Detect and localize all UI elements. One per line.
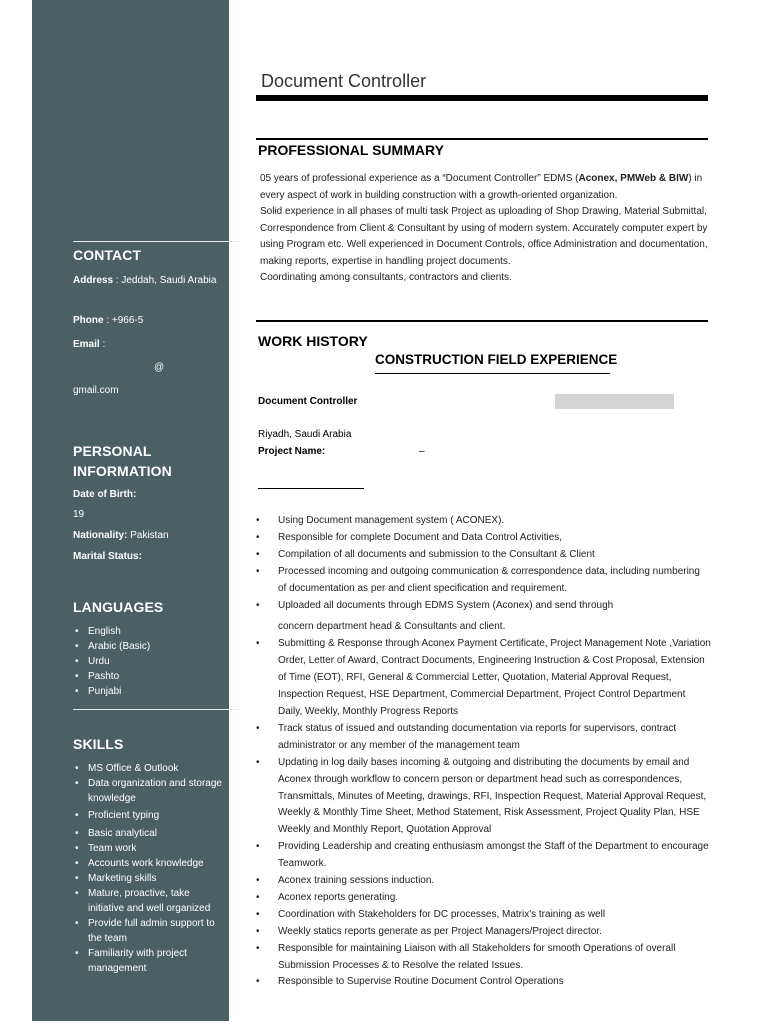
duty-item: • Aconex training sessions induction.	[256, 873, 711, 890]
language-item: • Urdu	[73, 654, 233, 669]
skill-item: • Familiarity with project management	[73, 946, 223, 976]
summary-body	[260, 171, 710, 287]
skill-item: • Team work	[73, 841, 223, 856]
duty-item: • Responsible for maintaining Liaison with all Stakeholders for smooth Operations of overall Submission Processes & to Resolve the related Issues.	[256, 941, 711, 975]
summary-heading: PROFESSIONAL SUMMARY	[258, 142, 444, 158]
experience-underline	[375, 373, 610, 374]
skill-item: • Marketing skills	[73, 871, 223, 886]
email-text	[73, 337, 223, 353]
project-label: Project Name:	[258, 446, 326, 457]
work-heading: WORK HISTORY	[258, 333, 368, 349]
duty-item: • Weekly statics reports generate as per Project Managers/Project director.	[256, 924, 711, 941]
language-item: • English	[73, 624, 233, 639]
nationality-label: Nationality:	[73, 530, 128, 541]
address-value: : Jeddah, Saudi Arabia	[113, 275, 217, 286]
nationality-text	[73, 528, 223, 544]
contact-rule	[73, 241, 239, 242]
duty-item: • Processed incoming and outgoing communication & correspondence data, including numbering of documentation as per and client specification and requirement.	[256, 564, 711, 598]
skill-item: • MS Office & Outlook	[73, 761, 223, 776]
email-value: :	[99, 339, 106, 350]
personal-heading	[73, 441, 172, 481]
redacted-dates	[555, 394, 674, 409]
duty-item: • Responsible for complete Document and Data Control Activities,	[256, 530, 711, 547]
personal-heading-line1: PERSONAL	[73, 443, 152, 459]
job-location: Riyadh, Saudi Arabia	[258, 429, 352, 440]
duties-list	[256, 513, 711, 991]
address-text	[73, 273, 223, 289]
dob-value: 19	[73, 509, 85, 520]
language-item: • Pashto	[73, 669, 233, 684]
skill-item: • Provide full admin support to the team	[73, 916, 223, 946]
phone-value: : +966-5	[103, 315, 144, 326]
experience-subheading: CONSTRUCTION FIELD EXPERIENCE	[375, 352, 618, 367]
phone-text	[73, 313, 223, 329]
summary-paragraph: Solid experience in all phases of multi task Project as uploading of Shop Drawing, Material Submittal, Correspondence from Client & Consultant by using of modern system. Accurately computer expert by using Program etc. Well experienced in Document Controls, office Administration and documentation, making reports, expertise in handling project documents.	[260, 206, 708, 267]
job-separator	[258, 488, 364, 489]
work-top-rule	[256, 320, 708, 322]
duty-item: • Using Document management system ( ACONEX).	[256, 513, 711, 530]
duty-continuation: concern department head & Consultants and client.	[278, 621, 506, 633]
languages-rule	[73, 709, 239, 710]
summary-systems: Aconex, PMWeb & BIW	[578, 173, 689, 184]
page-title: Document Controller	[261, 71, 427, 91]
duty-item: • Coordination with Stakeholders for DC processes, Matrix's training as well	[256, 907, 711, 924]
skills-heading: SKILLS	[73, 736, 124, 752]
languages-list	[73, 624, 233, 699]
duty-item: • Compilation of all documents and submission to the Consultant & Client	[256, 547, 711, 564]
phone-label: Phone	[73, 315, 104, 326]
skills-list	[73, 761, 223, 976]
title-rule	[256, 95, 708, 101]
duty-item: • Track status of issued and outstanding documentation via reports for supervisors, contract administrator or any member of the management team	[256, 721, 711, 755]
email-domain: gmail.com	[73, 385, 119, 396]
contact-heading: CONTACT	[73, 247, 142, 263]
sidebar	[32, 0, 229, 1021]
skill-item: • Proficient typing	[73, 808, 223, 823]
skill-item: • Accounts work knowledge	[73, 856, 223, 871]
skill-item: • Basic analytical	[73, 826, 223, 841]
skill-item: • Data organization and storage knowledge	[73, 776, 223, 806]
nationality-value: Pakistan	[127, 530, 169, 541]
dob-label: Date of Birth:	[73, 489, 137, 500]
marital-label: Marital Status:	[73, 551, 142, 562]
address-label: Address	[73, 275, 114, 286]
job-title: Document Controller	[258, 396, 358, 407]
languages-heading: LANGUAGES	[73, 599, 164, 615]
email-at: @	[154, 362, 165, 373]
duty-item: • Aconex reports generating.	[256, 890, 711, 907]
summary-paragraph: 05 years of professional experience as a “Document Controller” EDMS (Aconex, PMWeb & BIW) in every aspect of work in building construction with a growth-oriented organization.	[260, 173, 703, 201]
duty-item: • Uploaded all documents through EDMS System (Aconex) and send through	[256, 598, 711, 615]
duty-item: • Providing Leadership and creating enthusiasm amongst the Staff of the Department to encourage Teamwork.	[256, 839, 711, 873]
language-item: • Arabic (Basic)	[73, 639, 233, 654]
project-dash: –	[419, 446, 425, 457]
language-item: • Punjabi	[73, 684, 233, 699]
summary-paragraph: Coordinating among consultants, contractors and clients.	[260, 272, 512, 283]
duty-item: • Submitting & Response through Aconex Payment Certificate, Project Management Note ,Variation Order, Letter of Award, Contract Documents, Engineering Instruction & Cost Proposal, Extension of Time (EOT), RFI, General & Commercial Letter, Quotation, Material Approval Request, Inspection Request, HSE Department, Commercial Department, Project Control Department Daily, Weekly, Monthly Progress Reports	[256, 636, 711, 721]
duty-item: • Responsible to Supervise Routine Document Control Operations	[256, 974, 711, 991]
email-label: Email	[73, 339, 100, 350]
skill-item: • Mature, proactive, take initiative and well organized	[73, 886, 223, 916]
personal-heading-line2: INFORMATION	[73, 463, 172, 479]
duty-item: • Updating in log daily bases incoming & outgoing and distributing the documents by email and Aconex through workflow to concern person or department head such as correspondences, Transmittals, Minutes of Meeting, drawings, RFI, Inspection Request, Material Approval Request, Weekly & Monthly Time Sheet, Method Statement, Risk Assessment, Project Quality Plan, HSE Weekly and Monthly Report, Quotation Approval	[256, 755, 711, 840]
summary-top-rule	[256, 138, 708, 140]
